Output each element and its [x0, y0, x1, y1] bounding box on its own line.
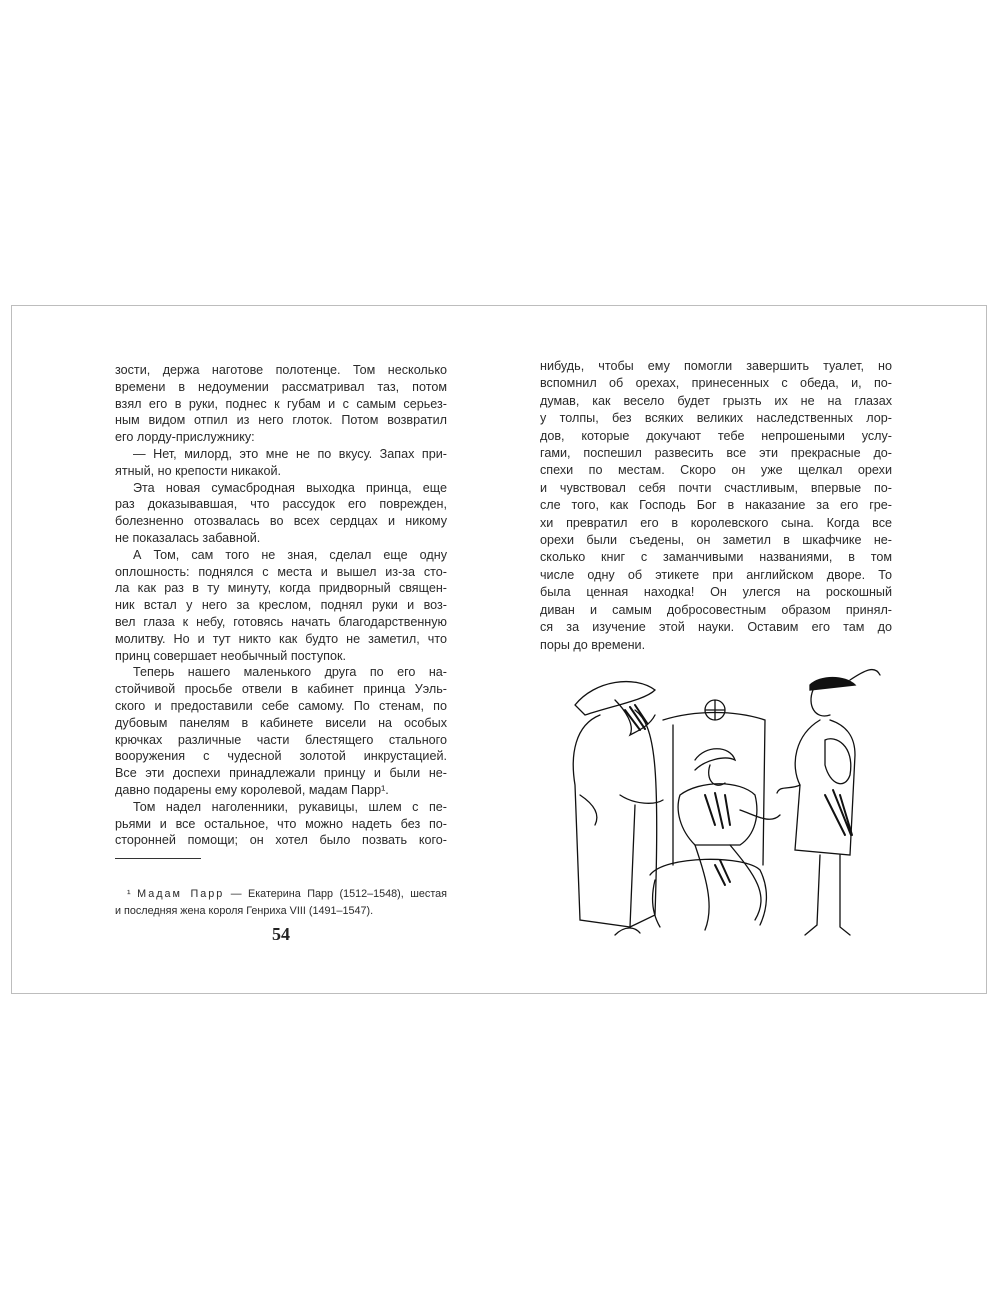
text-line: Все эти доспехи принадлежали принцу и были не- [115, 766, 447, 781]
footnote-divider [115, 858, 201, 859]
right-page-text [540, 358, 892, 654]
text-line: зости, держа наготове полотенце. Том несколько [115, 363, 447, 377]
text-line: поры до времени. [540, 637, 646, 652]
text-line: рьями и все остальное, что можно надеть без по- [115, 816, 447, 831]
text-line: дубовым панелям в кабинете висели на особых [115, 715, 447, 730]
text-line: вел глаза к небу, готовясь начать благодарственную [115, 614, 447, 629]
text-line: сторонней помощи; он хотел было позвать кого- [115, 833, 447, 848]
text-line: орехи были съедены, он заметил в шкафчике не- [540, 533, 892, 548]
left-page-text [115, 362, 447, 849]
text-line: диван и самым добросовестным образом принял- [540, 602, 892, 617]
text-line: ник встал у него за креслом, поднял руки и воз- [115, 598, 447, 613]
text-line: нибудь, чтобы ему помогли завершить туалет, но [540, 359, 892, 373]
left-courtier-figure [573, 682, 663, 935]
text-line: ятный, но крепости никакой. [115, 463, 281, 478]
text-line: ла как раз в ту минуту, когда придворный священ- [115, 581, 447, 596]
illustration-prince-and-courtiers [555, 665, 895, 950]
text-line: числе одну об этикете при английском дворе. То [540, 567, 892, 582]
text-line: сколько книг с заманчивыми названиями, в том [540, 550, 892, 565]
text-line: оплошность: поднялся с места и вышел из-за сто- [115, 564, 447, 579]
text-line: его лорду-прислужнику: [115, 430, 255, 445]
right-courtier-figure [777, 670, 880, 935]
text-line: принц совершает необычный поступок. [115, 648, 346, 663]
text-line: Эта новая сумасбродная выходка принца, еще [133, 480, 447, 495]
text-line: крючках различные части блестящего стального [115, 732, 447, 747]
text-line: Теперь нашего маленького друга по его на- [133, 665, 447, 680]
text-line: думав, как весело будет грызть их не на глазах [540, 393, 892, 408]
text-line: гами, поспешил развесить все эти прекрасные до- [540, 446, 892, 461]
text-line: молитву. Но и тут никто как будто не заметил, что [115, 631, 447, 646]
text-line: спехи по местам. Скоро он уже щелкал орехи [540, 463, 892, 478]
text-line: болезненно отозвалась во всех сердцах и никому [115, 514, 447, 529]
text-line: ся за изучение этой науки. Оставим его там до [540, 620, 892, 635]
footnote-marker: ¹ [127, 888, 131, 900]
text-line: у толпы, без всяких великих наследственных лор- [540, 411, 892, 426]
text-line: стойчивой просьбе отвели в кабинет принца Уэль- [115, 682, 447, 697]
footnote-term: Мадам Парр [137, 888, 225, 900]
footnote-definition: — Екатерина Парр (1512–1548), шестая [224, 888, 448, 900]
footnote-line-1 [115, 886, 447, 903]
page-number: 54 [272, 924, 290, 944]
text-line: ным видом отпил из него глоток. Потом возвратил [115, 413, 447, 428]
text-line: дов, которые докучают тебе непрошеными услу- [540, 428, 892, 443]
text-line: давно подарены ему королевой, мадам Парр¹. [115, 782, 389, 797]
text-line: взял его в руки, поднес к губам и с самым серьез- [115, 396, 447, 411]
text-line: и чувствовал себя почти счастливым, впервые по- [540, 480, 892, 495]
text-line: не показалась забавной. [115, 530, 261, 545]
text-line: — Нет, милорд, это мне не по вкусу. Запах при- [133, 446, 447, 461]
text-line: А Том, сам того не зная, сделал еще одну [133, 547, 447, 562]
text-line: хи превратил его в королевского сына. Когда все [540, 515, 892, 530]
text-line: вспомнил об орехах, принесенных с обеда, и, по- [540, 376, 892, 391]
footnote [115, 886, 447, 920]
text-line: раз доказывавшая, что рассудок его поврежден, [115, 497, 447, 512]
text-line: времени в недоумении рассматривал таз, потом [115, 379, 447, 394]
text-line: Том надел наголенники, рукавицы, шлем с пе- [133, 799, 447, 814]
text-line: была ценная находка! Он улегся на роскошный [540, 585, 892, 600]
text-line: сле того, как Господь Бог в наказание за его гре- [540, 498, 892, 513]
text-line: вооружения с чудесной золотой инкрустацией. [115, 749, 447, 764]
footnote-line-2: и последняя жена короля Генриха VIII (1491–1547). [115, 905, 374, 917]
text-line: ского и предоставили себе самому. По стенам, по [115, 698, 447, 713]
